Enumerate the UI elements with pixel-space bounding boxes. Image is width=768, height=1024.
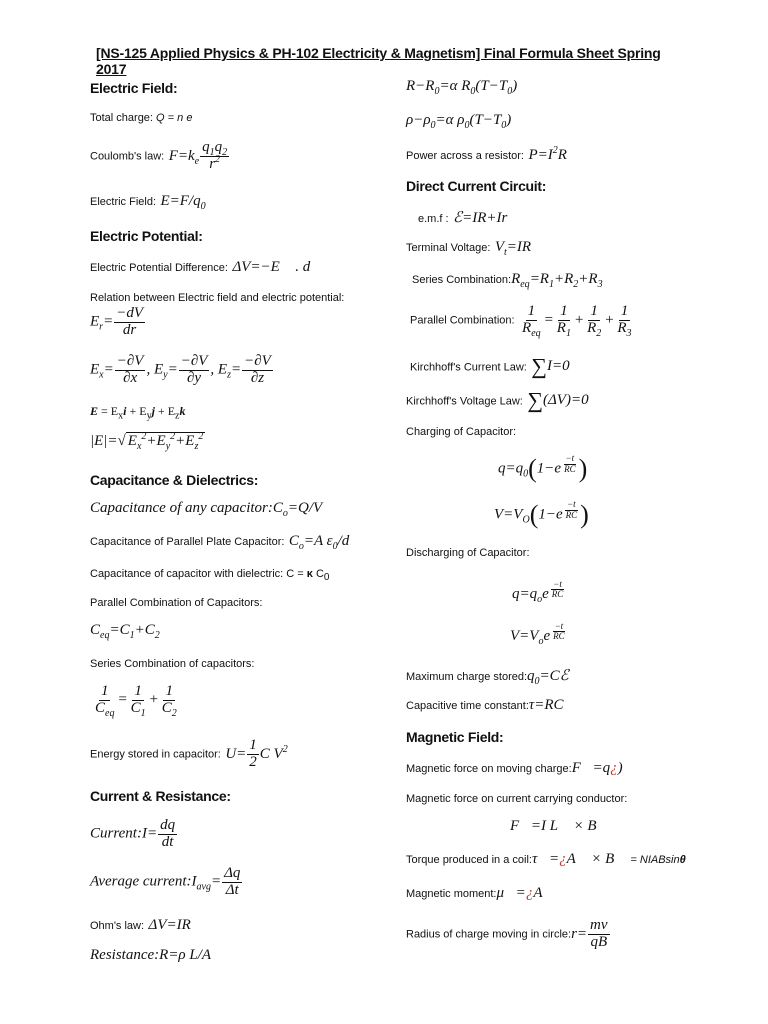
discharging-q-formula: $q=q_oe$ $^{\frac{-t}{RC}}$ (512, 579, 564, 606)
field-label: Electric Field: (90, 196, 157, 208)
ohm-row (90, 916, 191, 934)
heading-dc: Direct Current Circuit: (406, 178, 547, 194)
emf-label: e.m.f : (418, 213, 449, 225)
force-charge-formula: F⃗=q¿) (571, 760, 623, 776)
torque-formula: τ⃗=¿A⃗ × B⃗ (531, 851, 626, 867)
current-formula: Current:I= $\frac{dq}{dt}$ (90, 817, 176, 850)
field-row (90, 192, 206, 210)
average-current-formula: Average $current:I_{avg}=$ $\frac{\Delta q}{\Delta t}$ (90, 865, 241, 898)
relation-label: Relation between Electric field and electric potential: (90, 292, 345, 304)
charging-v-formula: $V=V_O(1-e$ $^{\frac{-t}{RC}}$ ) (494, 499, 589, 529)
time-const-formula: τ=RC (528, 697, 564, 713)
pd-label: Electric Potential Difference: (90, 262, 228, 274)
ohm-formula: ΔV=IR (148, 917, 191, 933)
partial-formula: $E_x=$ $\frac{-\partial V}{\partial x}$ , $E_y=$ $\frac{-\partial V}{\partial y}$ , $E_z=$ $\frac{-\partial V}{\partial z}$ (90, 353, 271, 386)
emf-row (418, 208, 507, 227)
total-charge-label: Total charge: (90, 112, 153, 124)
parallel-res-row (410, 304, 635, 337)
heading-electric-field: Electric Field: (90, 80, 178, 96)
parallel-comb-label: Parallel Combination of Capacitors: (90, 597, 263, 609)
terminal-formula: $V_t=IR$ (494, 239, 532, 258)
coulomb-formula: $F=k_e$ $\frac{q_1q_2}{r^2}$ (168, 139, 228, 172)
kcl-row (410, 354, 570, 380)
parallel-plate-row (90, 532, 349, 550)
force-charge-row (406, 759, 623, 777)
max-charge-formula: $q_0=Cℰ$ (527, 668, 569, 687)
er-formula: $E_r=$ $\frac{-dV}{dr}$ (90, 305, 143, 338)
force-conductor-label: Magnetic force on current carrying conductor: (406, 793, 628, 805)
coulomb-label: Coulomb's law: (90, 150, 165, 163)
magnitude-formula: |E|=√ $E_x^2+E_y^2+E_z^2$ (90, 431, 204, 452)
kvl-formula: ∑(ΔV)=0 (527, 388, 589, 413)
radius-row (406, 918, 611, 951)
field-formula: $E=F/q_0$ (160, 193, 206, 212)
series-res-label: Series Combination: (412, 274, 512, 286)
series-comb-formula: $\frac{1}{C_{eq}}$ = $\frac{1}{C_1}$ + $\frac{1}{C_2}$ (95, 683, 177, 719)
kvl-label: Kirchhoff's Voltage Law: (406, 395, 523, 408)
any-cap-row: Capacitance of any $capacitor:C_o=Q/V$ (90, 500, 323, 519)
parallel-res-label: Parallel Combination: (410, 314, 515, 327)
terminal-label: Terminal Voltage: (406, 242, 491, 254)
terminal-row (406, 238, 531, 256)
parallel-plate-label: Capacitance of Parallel Plate Capacitor: (90, 536, 285, 548)
torque-rest: = NIABsin (630, 854, 680, 866)
energy-formula: U= $\frac{1}{2}$ C $V^2$ (225, 737, 288, 770)
any-cap-label: Capacitance of any capacitor (90, 500, 268, 516)
series-comb-label: Series Combination of capacitors: (90, 658, 255, 670)
power-formula: $P=I^2R$ (528, 145, 567, 163)
coulomb-row (90, 140, 230, 173)
kcl-label: Kirchhoff's Current Law: (410, 361, 527, 374)
dielectric-row: Capacitance of capacitor with dielectric: C = κ $C_0$ (90, 568, 330, 584)
pd-row (90, 258, 322, 276)
radius-label: Radius of charge moving in circle: (406, 928, 572, 941)
energy-label: Energy stored in capacitor: (90, 748, 221, 761)
resistance-formula: Resistance:R=ρ L/A (90, 947, 212, 963)
total-charge-formula: Q = n e (156, 112, 193, 124)
power-label: Power across a resistor: (406, 150, 524, 162)
time-const-label: Capacitive time constant: (406, 700, 529, 712)
force-charge-label: Magnetic force on moving charge: (406, 763, 572, 775)
parallel-comb-formula: $C_{eq}=C_1+C_2$ (90, 622, 160, 641)
discharging-v-formula: $V=V_oe$ $^{\frac{-t}{RC}}$ (510, 621, 565, 648)
dielectric-label: Capacitance of capacitor with dielectric: C = (90, 568, 304, 580)
parallel-plate-formula: $C_o=A$ $\varepsilon_0/d$ (288, 533, 350, 552)
kcl-formula: ∑I=0 (531, 354, 570, 379)
energy-row (90, 738, 288, 771)
total-charge-row (90, 112, 192, 124)
power-row (406, 146, 567, 164)
moment-row (406, 884, 554, 902)
resistance-temp-formula: $R-R_0=\alpha$ $R_0(T-T_0)$ (406, 78, 518, 97)
average-word: Average current (90, 873, 187, 890)
vector-e-formula: $E = E_xi + E_yj + E_zk$ (90, 404, 186, 422)
torque-label: Torque produced in a coil: (406, 854, 532, 866)
charging-label: Charging of Capacitor: (406, 426, 517, 438)
parallel-res-formula: $\frac{1}{R_{eq}}$ = $\frac{1}{R_1}$ + $\frac{1}{R_2}$ + $\frac{1}{R_3}$ (522, 303, 632, 339)
pd-formula: ΔV=−E⃗ . d⃗ (232, 259, 322, 275)
emf-formula: ℰ=IR+Ir (453, 210, 508, 226)
resistance-word: Resistance (90, 947, 155, 963)
moment-label: Magnetic moment: (406, 888, 497, 900)
max-charge-row (406, 666, 569, 685)
time-const-row (406, 696, 564, 714)
charging-q-formula: $q=q_0(1-e$ $^{\frac{-t}{RC}}$ ) (498, 453, 588, 483)
max-charge-label: Maximum charge stored: (406, 671, 528, 683)
series-res-formula: $R_{eq}=R_1+R_2+R_3$ (511, 271, 603, 290)
ohm-label: Ohm's law: (90, 920, 145, 932)
torque-row: Torque produced in a coil:τ⃗=¿A⃗ × B⃗ = NIABsinθ (406, 851, 686, 867)
heading-capacitance: Capacitance & Dielectrics: (90, 472, 259, 488)
current-word: Current (90, 825, 137, 842)
dielectric-rest: C (315, 568, 324, 580)
heading-electric-potential: Electric Potential: (90, 228, 203, 244)
page-title: [NS-125 Applied Physics & PH-102 Electricity & Magnetism] Final Formula Sheet Spring 2017 (96, 45, 661, 77)
moment-formula: μ⃗=¿A⃗ (496, 885, 555, 901)
series-res-row (412, 270, 603, 288)
heading-magnetic: Magnetic Field: (406, 729, 504, 745)
heading-current: Current & Resistance: (90, 788, 231, 804)
kvl-row (406, 388, 589, 414)
radius-formula: r= $\frac{mv}{qB}$ (571, 917, 608, 950)
force-conductor-formula: F⃗=I L⃗ × B⃗ (510, 818, 609, 834)
resistivity-temp-formula: $\rho-\rho_0=\alpha$ $\rho_0(T-T_0)$ (406, 112, 512, 131)
discharging-label: Discharging of Capacitor: (406, 547, 530, 559)
